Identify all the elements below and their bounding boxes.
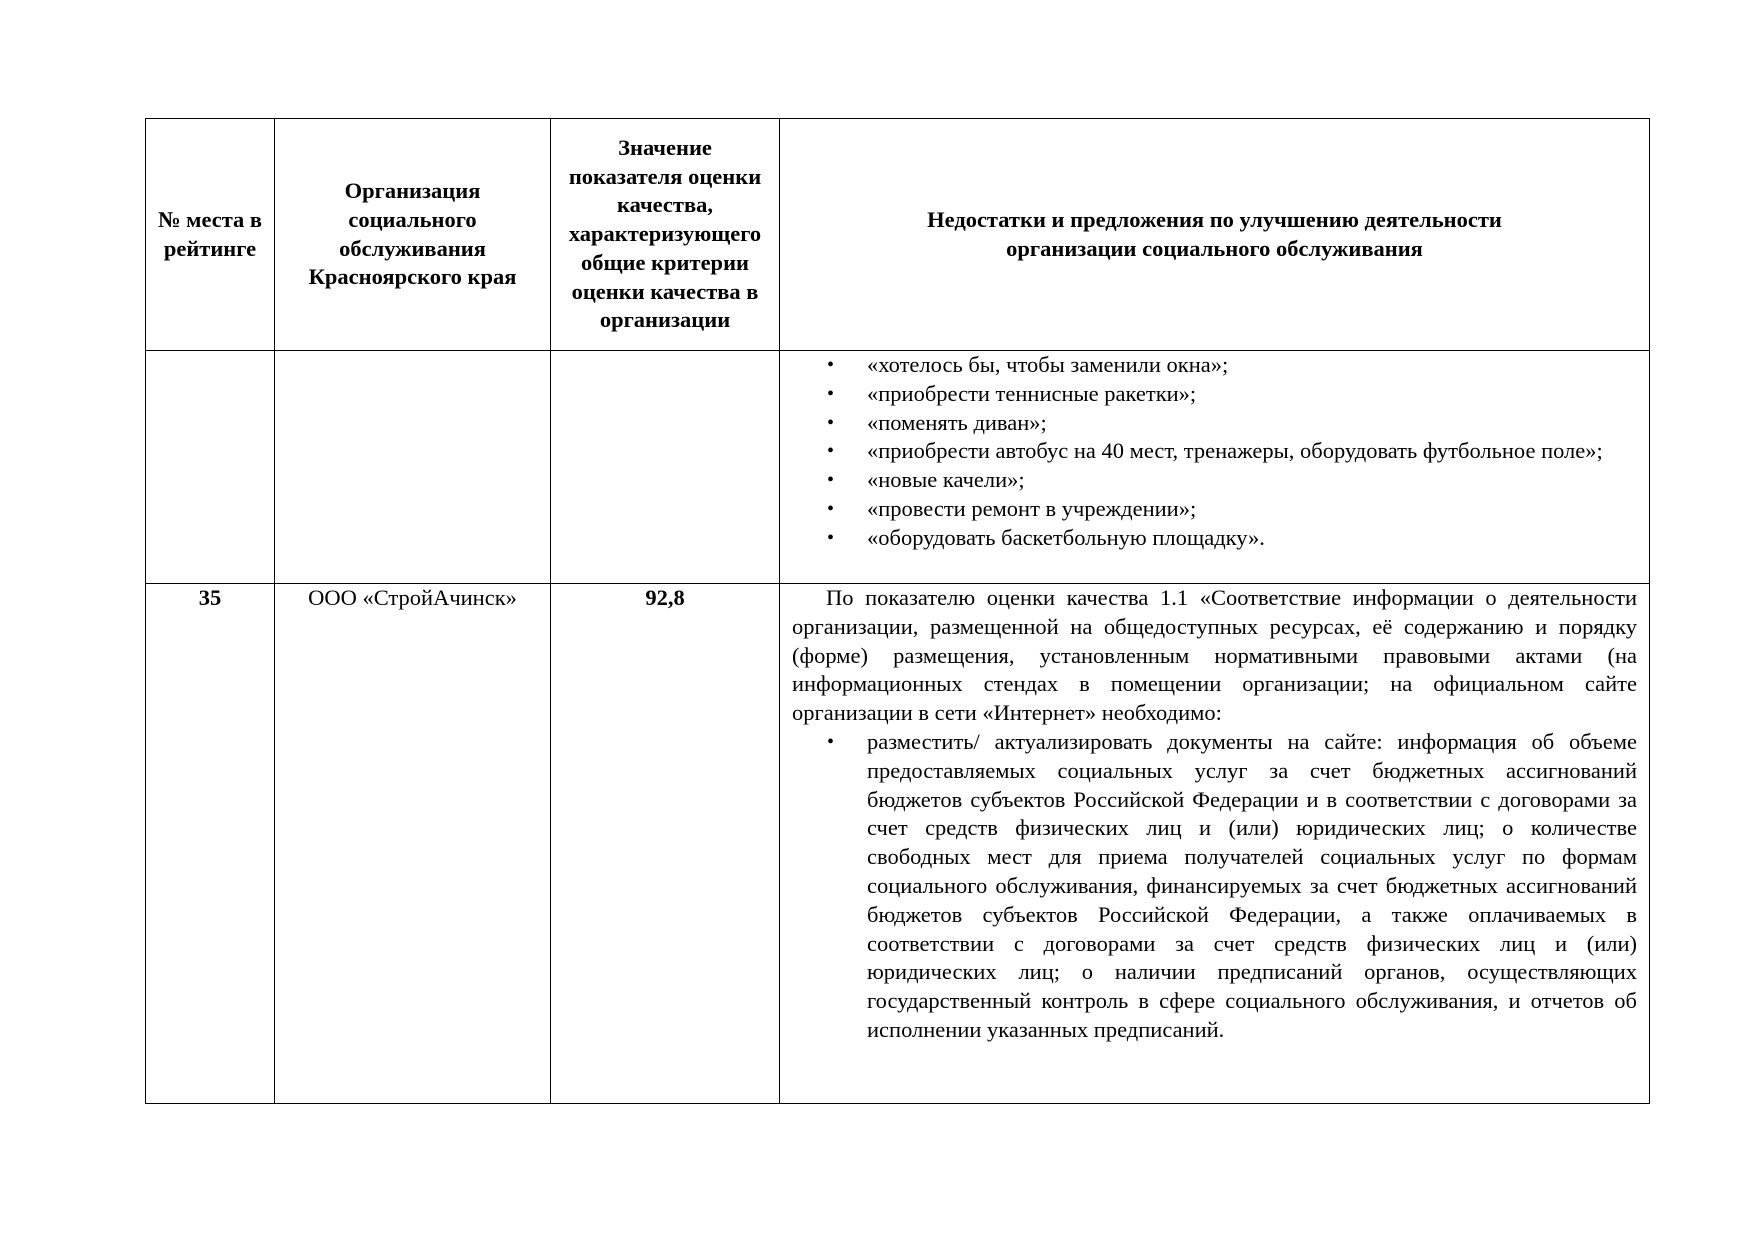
table-row-continuation <box>146 351 1650 584</box>
table-header-row <box>146 119 1650 351</box>
list-item-text: «хотелось бы, чтобы заменили окна»; <box>867 352 1229 377</box>
header-rank <box>146 119 275 351</box>
cell-proposals <box>780 351 1650 584</box>
list-item <box>827 351 1637 380</box>
bullet-icon: • <box>827 730 835 753</box>
header-organization-label: Организация социального обслуживания Красноярского края <box>308 177 517 290</box>
cell-score <box>551 351 780 584</box>
bullet-icon: • <box>827 354 835 376</box>
list-item-text: разместить/ актуализировать документы на сайте: информация об объеме предоставляемых социальных услуг за счет бюджетных ассигнований бюджетов субъектов Российской Федерации и в соответствии с договорами за счет средств физических лиц и (или) юридических лиц; о количестве свободных мест для приема получателей социальных услуг по формам социального обслуживания, финансируемых за счет бюджетных ассигнований бюджетов субъектов Российской Федерации, а также оплачиваемых в соответствии с договорами за счет средств физических лиц и (или) юридических лиц; о наличии предписаний органов, осуществляющих государственный контроль в сфере социального обслуживания, и отчетов об исполнении указанных предписаний. <box>867 728 1637 1042</box>
list-item-text: «новые качели»; <box>867 467 1025 493</box>
proposal-list <box>792 728 1637 1045</box>
list-item-text: «оборудовать баскетбольную площадку». <box>867 524 1265 550</box>
header-rank-label: № места в рейтинге <box>157 206 263 261</box>
rank-value: 35 <box>198 585 222 610</box>
list-item <box>827 409 1637 438</box>
list-item-text: «приобрести автобус на 40 мест, тренажеры, оборудовать футбольное поле»; <box>867 438 1603 464</box>
bullet-icon: • <box>827 382 835 405</box>
cell-rank <box>146 584 275 1104</box>
list-item <box>827 437 1637 466</box>
score-value: 92,8 <box>645 585 685 610</box>
cell-proposals <box>780 584 1650 1104</box>
list-item <box>827 728 1637 1045</box>
proposal-paragraph: По показателю оценки качества 1.1 «Соответствие информации о деятельности организации, размещенной на общедоступных ресурсах, её содержанию и порядку (форме) размещения, установленным нормативными правовыми актами (на информационных стендах в помещении организации; на официальном сайте организации в сети «Интернет» необходимо: <box>792 585 1637 726</box>
header-score <box>551 119 780 351</box>
proposal-list <box>792 351 1637 553</box>
list-item <box>827 524 1637 553</box>
list-item-text: «поменять диван»; <box>867 409 1047 435</box>
list-item <box>827 380 1637 409</box>
cell-score <box>551 584 780 1104</box>
rating-table <box>145 118 1650 1104</box>
bullet-icon: • <box>827 411 835 434</box>
list-item <box>827 466 1637 495</box>
bullet-icon: • <box>827 497 835 520</box>
header-proposals-label: Недостатки и предложения по улучшению деятельности организации социального обслуживания <box>927 206 1502 261</box>
organization-name: ООО «СтройАчинск» <box>308 585 517 610</box>
list-item <box>827 495 1637 524</box>
cell-rank <box>146 351 275 584</box>
bullet-icon: • <box>827 440 835 463</box>
list-item-text: «провести ремонт в учреждении»; <box>867 495 1197 521</box>
bullet-icon: • <box>827 469 835 492</box>
table-row <box>146 584 1650 1104</box>
cell-organization <box>275 351 551 584</box>
bullet-icon: • <box>827 526 835 549</box>
cell-organization <box>275 584 551 1104</box>
list-item-text: «приобрести теннисные ракетки»; <box>867 380 1197 406</box>
header-score-label: Значение показателя оценки качества, характеризующего общие критерии оценки качества в организации <box>568 134 762 333</box>
header-organization <box>275 119 551 351</box>
header-proposals <box>780 119 1650 351</box>
